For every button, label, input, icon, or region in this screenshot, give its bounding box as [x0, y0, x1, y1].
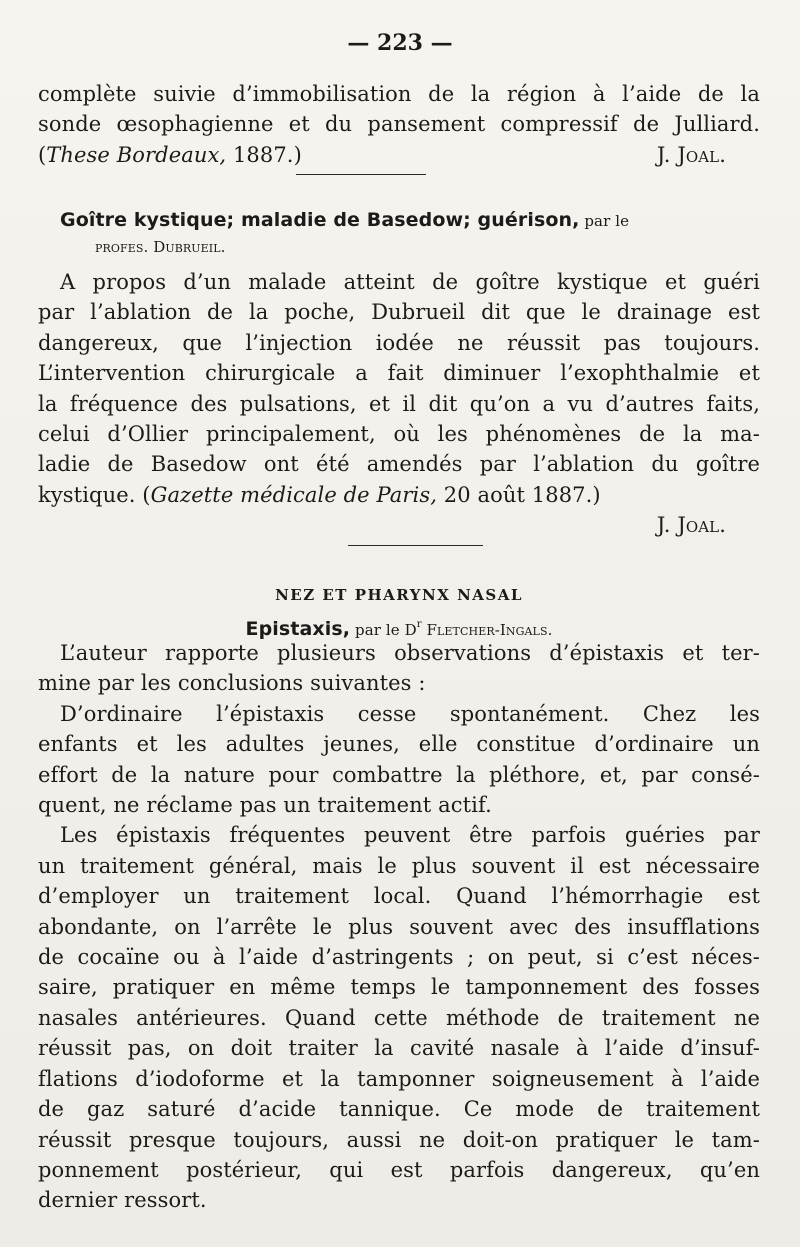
- text-line: de cocaïne ou à l’aide d’astringents ; on peut, si c’est néces-: [38, 945, 760, 970]
- text-line: sonde œsophagienne et du pansement compressif de Julliard.: [38, 112, 760, 137]
- signature: J. Joal.: [656, 513, 726, 538]
- text-line: D’ordinaire l’épistaxis cesse spontanément. Chez les: [60, 701, 760, 726]
- text-line: saire, pratiquer en même temps le tamponnement des fosses: [38, 975, 760, 1000]
- previous-article-ending: [38, 79, 760, 181]
- citation-source: These Bordeaux,: [46, 142, 227, 167]
- article-goitre: [38, 205, 760, 552]
- text-line: enfants et les adultes jeunes, elle constitue d’ordinaire un: [38, 732, 760, 757]
- text-line: réussit presque toujours, aussi ne doit-on pratiquer le tam-: [38, 1127, 760, 1152]
- article-author: profes. Dubrueil.: [95, 238, 226, 256]
- text-line: d’employer un traitement local. Quand l’hémorrhagie est: [38, 884, 760, 909]
- article-title: Goître kystique; maladie de Basedow; guérison, par le: [60, 209, 630, 231]
- paragraph: [38, 820, 760, 1215]
- text-line: de gaz saturé d’acide tannique. Ce mode de traitement: [38, 1097, 760, 1122]
- text-line: quent, ne réclame pas un traitement actif.: [38, 793, 492, 818]
- divider: [348, 545, 483, 546]
- text-line: dangereux, que l’injection iodée ne réussit pas toujours.: [38, 330, 760, 355]
- citation-source: Gazette médicale de Paris,: [150, 482, 437, 507]
- section-heading-block: [38, 566, 760, 646]
- text-line: par l’ablation de la poche, Dubrueil dit que le drainage est: [38, 300, 760, 325]
- text-line: la fréquence des pulsations, et il dit qu’on a vu d’autres faits,: [38, 391, 760, 416]
- text-line: un traitement général, mais le plus souvent il est nécessaire: [38, 853, 760, 878]
- text-line: mine par les conclusions suivantes :: [38, 671, 426, 696]
- text-line: L’intervention chirurgicale a fait diminuer l’exophthalmie et: [38, 361, 760, 386]
- text-line: ladie de Basedow ont été amendés par l’ablation du goître: [38, 452, 760, 477]
- text-line: dernier ressort.: [38, 1188, 207, 1213]
- text-line: celui d’Ollier principalement, où les phénomènes de la ma-: [38, 422, 760, 447]
- article-author: Fletcher-Ingals.: [421, 621, 553, 640]
- citation: (These Bordeaux, 1887.): [38, 142, 302, 167]
- signature: J. Joal.: [656, 142, 726, 167]
- text-line: ponnement postérieur, qui est parfois dangereux, qu’en: [38, 1157, 760, 1182]
- paragraph: [38, 699, 760, 821]
- article-title-bold: Goître kystique; maladie de Basedow; guérison,: [60, 209, 580, 231]
- text-line: nasales antérieures. Quand cette méthode de traitement ne: [38, 1005, 760, 1030]
- citation-line: [38, 140, 760, 170]
- text-line: A propos d’un malade atteint de goître kystique et guéri: [60, 270, 760, 294]
- text-line: Les épistaxis fréquentes peuvent être parfois guéries par: [60, 823, 760, 848]
- page-number: — 223 —: [347, 30, 453, 56]
- text-line: kystique. (Gazette médicale de Paris, 20 août 1887.): [38, 482, 601, 507]
- paragraph: [38, 638, 760, 699]
- paragraph: [38, 267, 760, 510]
- text-line: abondante, on l’arrête le plus souvent avec des insufflations: [38, 914, 760, 939]
- text-line: effort de la nature pour combattre la pléthore, et, par consé-: [38, 762, 760, 787]
- text-line: complète suivie d’immobilisation de la région à l’aide de la: [38, 82, 760, 106]
- text-line: L’auteur rapporte plusieurs observations d’épistaxis et ter-: [60, 641, 760, 665]
- paragraph: [38, 79, 760, 140]
- article-epistaxis: [38, 638, 760, 1216]
- article-title: Epistaxis, par le $D^r$ Fletcher-Ingals.: [245, 618, 553, 641]
- text-line: réussit pas, on doit traiter la cavité nasale à l’aide d’insuf-: [38, 1036, 760, 1061]
- divider: [296, 174, 426, 175]
- section-title: NEZ ET PHARYNX NASAL: [275, 586, 523, 604]
- text-line: flations d’iodoforme et la tamponner soigneusement à l’aide: [38, 1066, 760, 1091]
